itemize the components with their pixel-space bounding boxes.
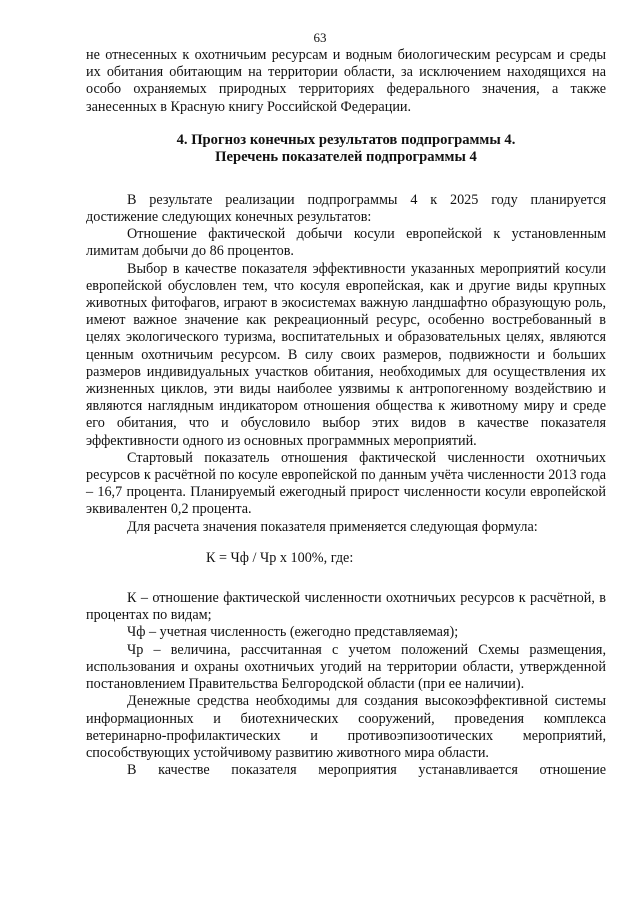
paragraph-funding: Денежные средства необходимы для создания высокоэффективной системы информационных и биотехнических сооружений, проведения комплекса ветеринарно-профилактических и противоэпизоотических мероприятий, способствующих устойчивому развитию животного мира области. (86, 693, 606, 761)
paragraph-target-result: Отношение фактической добычи косули европейской к установленным лимитам добычи до 86 процентов. (86, 226, 606, 260)
definition-k: К – отношение фактической численности охотничьих ресурсов к расчётной, в процентах по видам; (86, 590, 606, 624)
section-heading-line-1: 4. Прогноз конечных результатов подпрограммы 4. (176, 131, 516, 148)
page-number: 63 (313, 30, 327, 45)
section-heading-line-2: Перечень показателей подпрограммы 4 (215, 148, 477, 165)
document-body (86, 47, 606, 779)
paragraph-formula-intro: Для расчета значения показателя применяется следующая формула: (127, 518, 538, 535)
definition-chr: Чр – величина, рассчитанная с учетом положений Схемы размещения, использования и охраны охотничьих угодий на территории области, утвержденной постановлением Правительства Белгородской области (при ее наличии). (86, 641, 606, 693)
section-heading (86, 132, 606, 166)
paragraph-indicator-continued: В качестве показателя мероприятия устанавливается отношение (127, 762, 606, 779)
paragraph-results-intro: В результате реализации подпрограммы 4 к 2025 году планируется достижение следующих конечных результатов: (86, 191, 606, 226)
formula: К = Чф / Чр х 100%, где: (206, 549, 354, 566)
paragraph-indicator-rationale: Выбор в качестве показателя эффективности указанных мероприятий косули европейской обусловлен тем, что косуля европейская, как и другие виды крупных животных фитофагов, играют в экосистемах важную ландшафтно образующую роль, имеют важное значение как рекреационный ресурс, особенно востребованный в целях экологического туризма, воспитательных и образовательных целях, являются ценным охотничьим ресурсом. В силу своих размеров, подвижности и больших размеров индивидуальных участков обитания, необходимых для осуществления их жизненных циклов, эти виды наиболее уязвимы к антропогенному воздействию и являются наглядным индикатором отношения общества к животному миру и среде его обитания, что и обусловило выбор этих видов в качестве показателя эффективности одного из основных программных мероприятий. (86, 260, 606, 449)
paragraph-intro-continuation: не отнесенных к охотничьим ресурсам и водным биологическим ресурсам и среды их обитания обитающим на территории области, за исключением находящихся на особо охраняемых природных территориях федерального значения, а также занесенных в Красную книгу Российской Федерации. (86, 47, 606, 115)
definition-chf: Чф – учетная численность (ежегодно представляемая); (127, 624, 459, 641)
paragraph-starting-indicator: Стартовый показатель отношения фактической численности охотничьих ресурсов к расчётной по косуле европейской по данным учёта численности 2013 года – 16,7 процента. Планируемый ежегодный прирост численности косули европейской эквивалентен 0,2 процента. (86, 449, 606, 518)
